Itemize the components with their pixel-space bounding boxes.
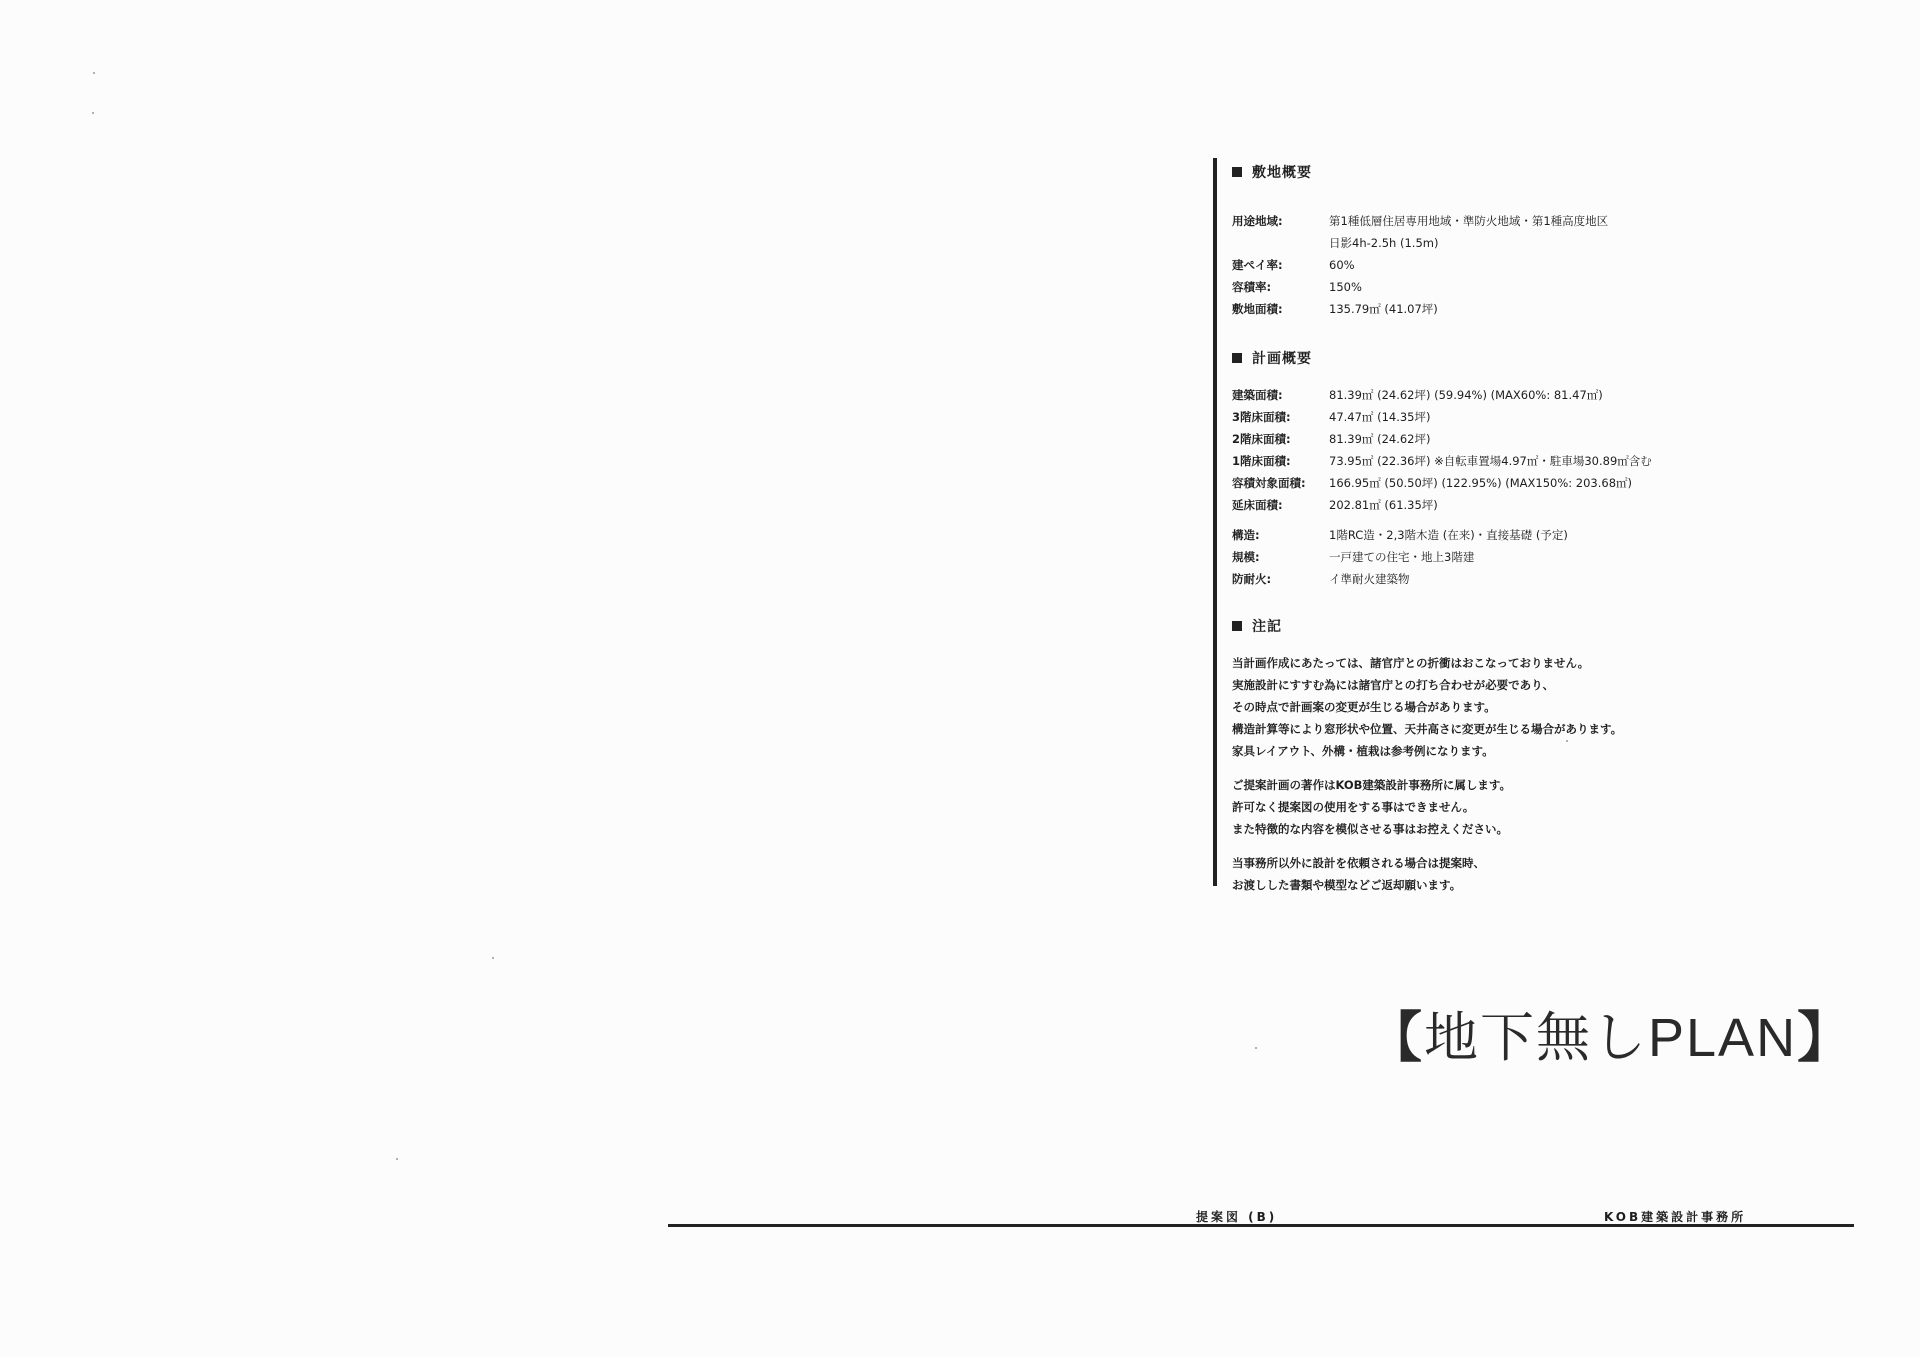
project-info-panel [1213, 158, 1733, 892]
note-line: 許可なく提案図の使用をする事はできません。 [1232, 800, 1475, 814]
site-summary-list [1232, 210, 1733, 320]
note-line: お渡しした書類や模型などご返却願います。 [1232, 878, 1462, 892]
site-row-label: 敷地面積: [1232, 302, 1283, 316]
note-group [1232, 852, 1733, 896]
note-line: 当計画作成にあたっては、諸官庁との折衝はおこなっておりません。 [1232, 656, 1590, 670]
site-row-value: 日影4h-2.5h (1.5m) [1329, 236, 1439, 250]
site-summary-heading [1232, 162, 1733, 182]
scan-speck [93, 72, 95, 74]
plan-row-value: イ準耐火建築物 [1329, 572, 1410, 586]
plan-row-label: 建築面積: [1232, 388, 1283, 402]
scan-speck [1255, 1047, 1257, 1049]
plan-summary-list [1232, 384, 1733, 590]
square-bullet-icon [1232, 353, 1242, 363]
plan-row-label: 容積対象面積: [1232, 476, 1306, 490]
plan-row-value: 202.81㎡ (61.35坪) [1329, 498, 1438, 512]
note-line: 構造計算等により窓形状や位置、天井高さに変更が生じる場合があります。 [1232, 722, 1623, 736]
site-row [1232, 276, 1733, 298]
plan-row-label: 3階床面積: [1232, 410, 1291, 424]
footer-rule [668, 1224, 1854, 1227]
site-row [1232, 210, 1733, 232]
note-line: 実施設計にすすむ為には諸官庁との打ち合わせが必要であり、 [1232, 678, 1555, 692]
plan-row-value: 1階RC造・2,3階木造 (在来)・直接基礎 (予定) [1329, 528, 1568, 542]
plan-row [1232, 384, 1733, 406]
site-row [1232, 232, 1733, 254]
plan-title-text: 地下無しPLAN [1424, 1008, 1798, 1068]
note-line: その時点で計画案の変更が生じる場合があります。 [1232, 700, 1496, 714]
plan-row-value: 81.39㎡ (24.62坪) [1329, 432, 1431, 446]
scan-speck [1566, 740, 1568, 742]
plan-row-label: 防耐火: [1232, 572, 1272, 586]
scan-speck [492, 957, 494, 959]
plan-row [1232, 472, 1733, 494]
plan-row [1232, 428, 1733, 450]
plan-row-label: 延床面積: [1232, 498, 1283, 512]
plan-summary-title: 計画概要 [1252, 351, 1312, 367]
scan-speck [92, 112, 94, 114]
plan-title [1368, 995, 1853, 1072]
note-line: 家具レイアウト、外構・植栽は参考例になります。 [1232, 744, 1494, 758]
plan-row-value: 73.95㎡ (22.36坪) ※自転車置場4.97㎡・駐車場30.89㎡含む [1329, 454, 1652, 468]
plan-row-value: 47.47㎡ (14.35坪) [1329, 410, 1431, 424]
drawing-label: 提案図 (B) [1196, 1210, 1278, 1224]
site-row-value: 60% [1329, 258, 1355, 272]
site-row-label: 容積率: [1232, 280, 1272, 294]
site-row-value: 150% [1329, 280, 1362, 294]
notes-title: 注記 [1252, 619, 1282, 635]
site-row-label: 建ぺイ率: [1232, 258, 1283, 272]
plan-summary-heading [1232, 348, 1733, 368]
plan-row [1232, 546, 1733, 568]
plan-row-label: 2階床面積: [1232, 432, 1291, 446]
site-row-label: 用途地域: [1232, 214, 1283, 228]
scan-speck [396, 1158, 398, 1160]
office-name: KOB建築設計事務所 [1604, 1210, 1747, 1224]
plan-row [1232, 450, 1733, 472]
site-row [1232, 298, 1733, 320]
plan-row-value: 81.39㎡ (24.62坪) (59.94%) (MAX60%: 81.47㎡) [1329, 388, 1603, 402]
notes-body [1232, 652, 1733, 896]
note-group [1232, 774, 1733, 840]
site-row [1232, 254, 1733, 276]
note-line: ご提案計画の著作はKOB建築設計事務所に属します。 [1232, 778, 1512, 792]
plan-title-open-bracket: 【 [1368, 1008, 1424, 1068]
plan-row [1232, 568, 1733, 590]
notes-heading [1232, 616, 1733, 636]
plan-row-label: 規模: [1232, 550, 1260, 564]
note-line: また特徴的な内容を模似させる事はお控えください。 [1232, 822, 1508, 836]
note-group [1232, 652, 1733, 762]
plan-row-value: 一戸建ての住宅・地上3階建 [1329, 550, 1475, 564]
plan-row-label: 1階床面積: [1232, 454, 1291, 468]
site-row-value: 135.79㎡ (41.07坪) [1329, 302, 1438, 316]
site-row-value: 第1種低層住居専用地域・準防火地域・第1種高度地区 [1329, 214, 1609, 228]
square-bullet-icon [1232, 621, 1242, 631]
plan-row [1232, 406, 1733, 428]
plan-row [1232, 524, 1733, 546]
site-summary-title: 敷地概要 [1252, 165, 1312, 181]
square-bullet-icon [1232, 167, 1242, 177]
site-row-label [1232, 232, 1329, 254]
note-line: 当事務所以外に設計を依頼される場合は提案時、 [1232, 856, 1485, 870]
plan-row [1232, 494, 1733, 516]
plan-title-close-bracket: 】 [1797, 1008, 1854, 1068]
plan-row-label: 構造: [1232, 528, 1260, 542]
plan-row-value: 166.95㎡ (50.50坪) (122.95%) (MAX150%: 203.68㎡) [1329, 476, 1633, 490]
